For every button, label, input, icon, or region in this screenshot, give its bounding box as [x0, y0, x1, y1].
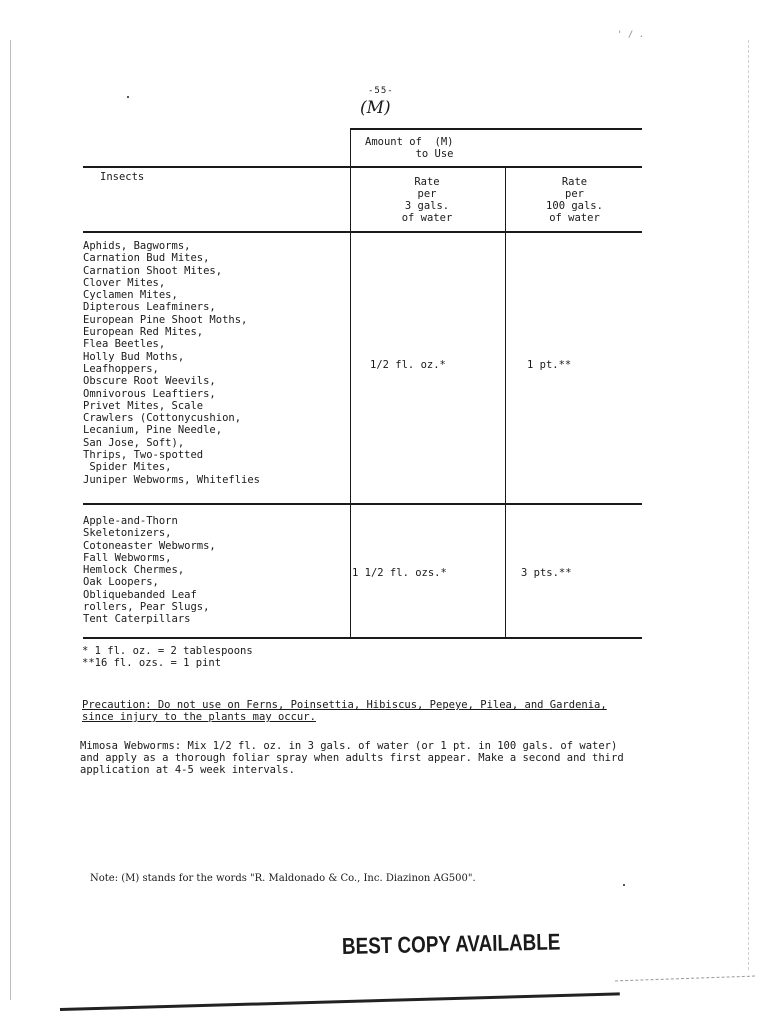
list-item: Privet Mites, Scale: [83, 399, 204, 412]
list-item: European Red Mites,: [83, 326, 204, 339]
table-column-rule: [505, 166, 506, 638]
insects-header: Insects: [100, 171, 145, 183]
list-item: Cotoneaster Webworms,: [83, 539, 216, 552]
list-item: Carnation Bud Mites,: [83, 252, 210, 265]
list-item: Lecanium, Pine Needle,: [83, 424, 223, 437]
footnotes: [82, 645, 253, 669]
best-copy-stamp: BEST COPY AVAILABLE: [341, 928, 561, 959]
precaution-text: Precaution: Do not use on Ferns, Poinsettia, Hibiscus, Pepeye, Pilea, and Gardenia, since injury to the plants may occur.: [82, 699, 607, 723]
amount-header: Amount of (M) to Use: [365, 136, 454, 160]
insect-list-1: [83, 240, 260, 486]
list-item: Skeletonizers,: [83, 527, 172, 540]
list-item: Crawlers (Cottonycushion,: [83, 412, 242, 425]
scan-speck: [127, 96, 129, 98]
table-rule-top: [350, 128, 642, 130]
list-item: Apple-and-Thorn: [83, 515, 178, 527]
scan-bottom-edge-dashed: [615, 976, 755, 982]
product-marker: (M): [360, 98, 391, 118]
table-rule-bottom: [83, 637, 642, 639]
list-item: Fall Webworms,: [83, 551, 172, 564]
rate-100gal-row1: 1 pt.**: [527, 359, 572, 371]
footnote: * 1 fl. oz. = 2 tablespoons: [82, 645, 253, 657]
list-item: Omnivorous Leaftiers,: [83, 387, 216, 400]
list-item: Spider Mites,: [83, 461, 172, 474]
table-rule-row: [83, 503, 642, 505]
table-rule-header: [83, 166, 642, 168]
rate-3gal-row1: 1/2 fl. oz.*: [370, 359, 446, 371]
table-rule-body: [83, 231, 642, 233]
list-item: rollers, Pear Slugs,: [83, 601, 210, 614]
list-item: Aphids, Bagworms,: [83, 240, 191, 252]
list-item: Carnation Shoot Mites,: [83, 264, 223, 277]
rate-3gal-header: Rate per 3 gals. of water: [401, 176, 453, 224]
rate-100gal-header: Rate per 100 gals. of water: [546, 176, 603, 224]
list-item: Flea Beetles,: [83, 338, 166, 351]
table-column-rule: [350, 128, 351, 638]
list-item: San Jose, Soft),: [83, 436, 185, 449]
scan-speck: [623, 884, 625, 886]
page-number: -55-: [368, 86, 394, 96]
mimosa-instructions: Mimosa Webworms: Mix 1/2 fl. oz. in 3 gals. of water (or 1 pt. in 100 gals. of water) and apply as a thorough foliar spray when adults first appear. Make a second and third application at 4-5 week intervals.: [80, 740, 624, 776]
list-item: Obscure Root Weevils,: [83, 375, 216, 388]
list-item: Leafhoppers,: [83, 362, 159, 375]
list-item: Hemlock Chermes,: [83, 564, 185, 577]
note-text: Note: (M) stands for the words "R. Maldonado & Co., Inc. Diazinon AG500".: [90, 873, 476, 884]
list-item: Obliquebanded Leaf: [83, 588, 197, 601]
rate-100gal-row2: 3 pts.**: [521, 567, 572, 579]
list-item: Holly Bud Moths,: [83, 350, 185, 363]
scan-bottom-edge: [60, 992, 620, 1011]
list-item: European Pine Shoot Moths,: [83, 313, 248, 326]
list-item: Thrips, Two-spotted: [83, 449, 204, 462]
list-item: Dipterous Leafminers,: [83, 301, 216, 314]
rate-3gal-row2: 1 1/2 fl. ozs.*: [352, 567, 447, 579]
list-item: Cyclamen Mites,: [83, 289, 178, 302]
corner-mark: ' / .: [617, 30, 645, 40]
scan-left-edge: [10, 40, 11, 1000]
insect-list-2: [83, 515, 216, 626]
footnote: **16 fl. ozs. = 1 pint: [82, 657, 222, 669]
scan-right-edge: [748, 40, 749, 970]
list-item: Oak Loopers,: [83, 576, 159, 589]
list-item: Juniper Webworms, Whiteflies: [83, 473, 261, 486]
list-item: Clover Mites,: [83, 276, 166, 289]
list-item: Tent Caterpillars: [83, 613, 191, 626]
